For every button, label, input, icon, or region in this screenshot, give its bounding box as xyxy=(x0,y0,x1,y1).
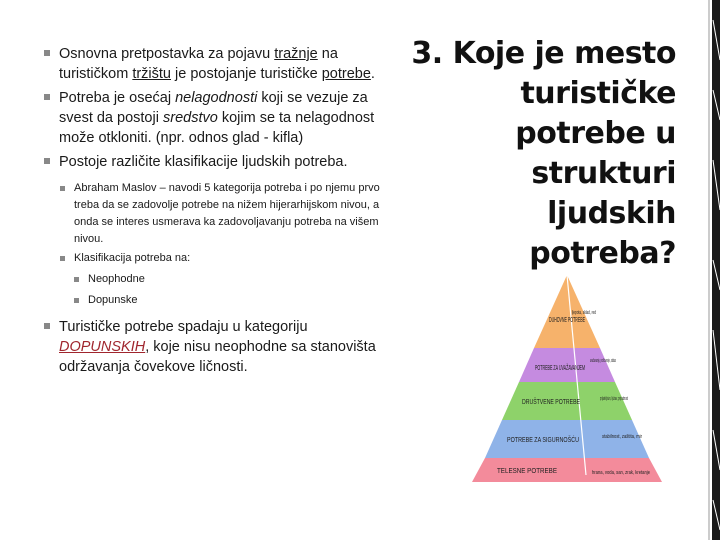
bullet-marker xyxy=(60,186,65,191)
bullet-marker xyxy=(44,50,50,56)
bullet-marker xyxy=(44,323,50,329)
bullet-marker xyxy=(60,256,65,261)
sub-bullet-list xyxy=(60,180,394,311)
decorative-edge xyxy=(690,0,720,540)
bullet-marker xyxy=(74,277,79,282)
bullet-list xyxy=(44,44,394,381)
bullet-marker xyxy=(74,298,79,303)
maslow-pyramid-image xyxy=(452,270,682,485)
pyramid-label-5: TELESNE POTREBE xyxy=(497,468,558,475)
pyramid-note-4: stabilnost, zaštita, mir xyxy=(602,434,643,440)
pyramid-label-1: DUHOVNE POTREBE xyxy=(549,317,586,324)
bullet-marker xyxy=(44,158,50,164)
bullet-need-definition: Potreba je osećaj nelagodnosti koji se vezuje za svest da postoji sredstvo kojim se ta nelagodnost može otkloniti. (npr. odnos glad - kifla) xyxy=(44,88,394,148)
sub-sub-bullet-supplementary: Dopunske xyxy=(74,290,394,311)
pyramid-note-3: prijateljstvo, ljubav, pripadnost xyxy=(600,396,629,402)
sub-sub-bullet-list xyxy=(74,269,394,311)
slide-title: 3. Koje je mesto turističke potrebe u strukturi ljudskih potreba? xyxy=(411,36,676,271)
bullet-tourist-needs: Turističke potrebe spadaju u kategoriju DOPUNSKIH, koje nisu neophodne sa stanovišta održavanja čovekove ličnosti. xyxy=(44,317,394,377)
pyramid-note-5: hrana, voda, san, zrak, kretanje xyxy=(592,470,651,476)
sub-sub-bullet-necessary: Neophodne xyxy=(74,269,394,290)
bullet-demand: Osnovna pretpostavka za pojavu tražnje na turističkom tržištu je postojanje turističke potrebe. xyxy=(44,44,394,84)
bullet-classifications: Postoje različite klasifikacije ljudskih potreba. xyxy=(44,152,394,172)
pyramid-note-2: uvažavanje, poštovanje, status xyxy=(590,358,617,364)
pyramid-note-1: ljepota, sklad, red xyxy=(572,310,597,316)
sub-bullet-maslow: Abraham Maslov – navodi 5 kategorija potreba i po njemu prvo treba da se zadovolje potrebe na nižem hijerarhijskom nivou, a onda se interes usmerava ka zadovoljavanju potreba na višem nivou. xyxy=(60,180,394,248)
sub-bullet-classification: Klasifikacija potreba na: xyxy=(60,250,394,267)
pyramid-label-4: POTREBE ZA SIGURNOŠĆU xyxy=(507,437,601,444)
bullet-marker xyxy=(44,94,50,100)
pyramid-label-2: POTREBE ZA UVAŽAVANJEM xyxy=(535,365,632,372)
pyramid-label-3: DRUŠTVENE POTREBE xyxy=(522,399,601,406)
